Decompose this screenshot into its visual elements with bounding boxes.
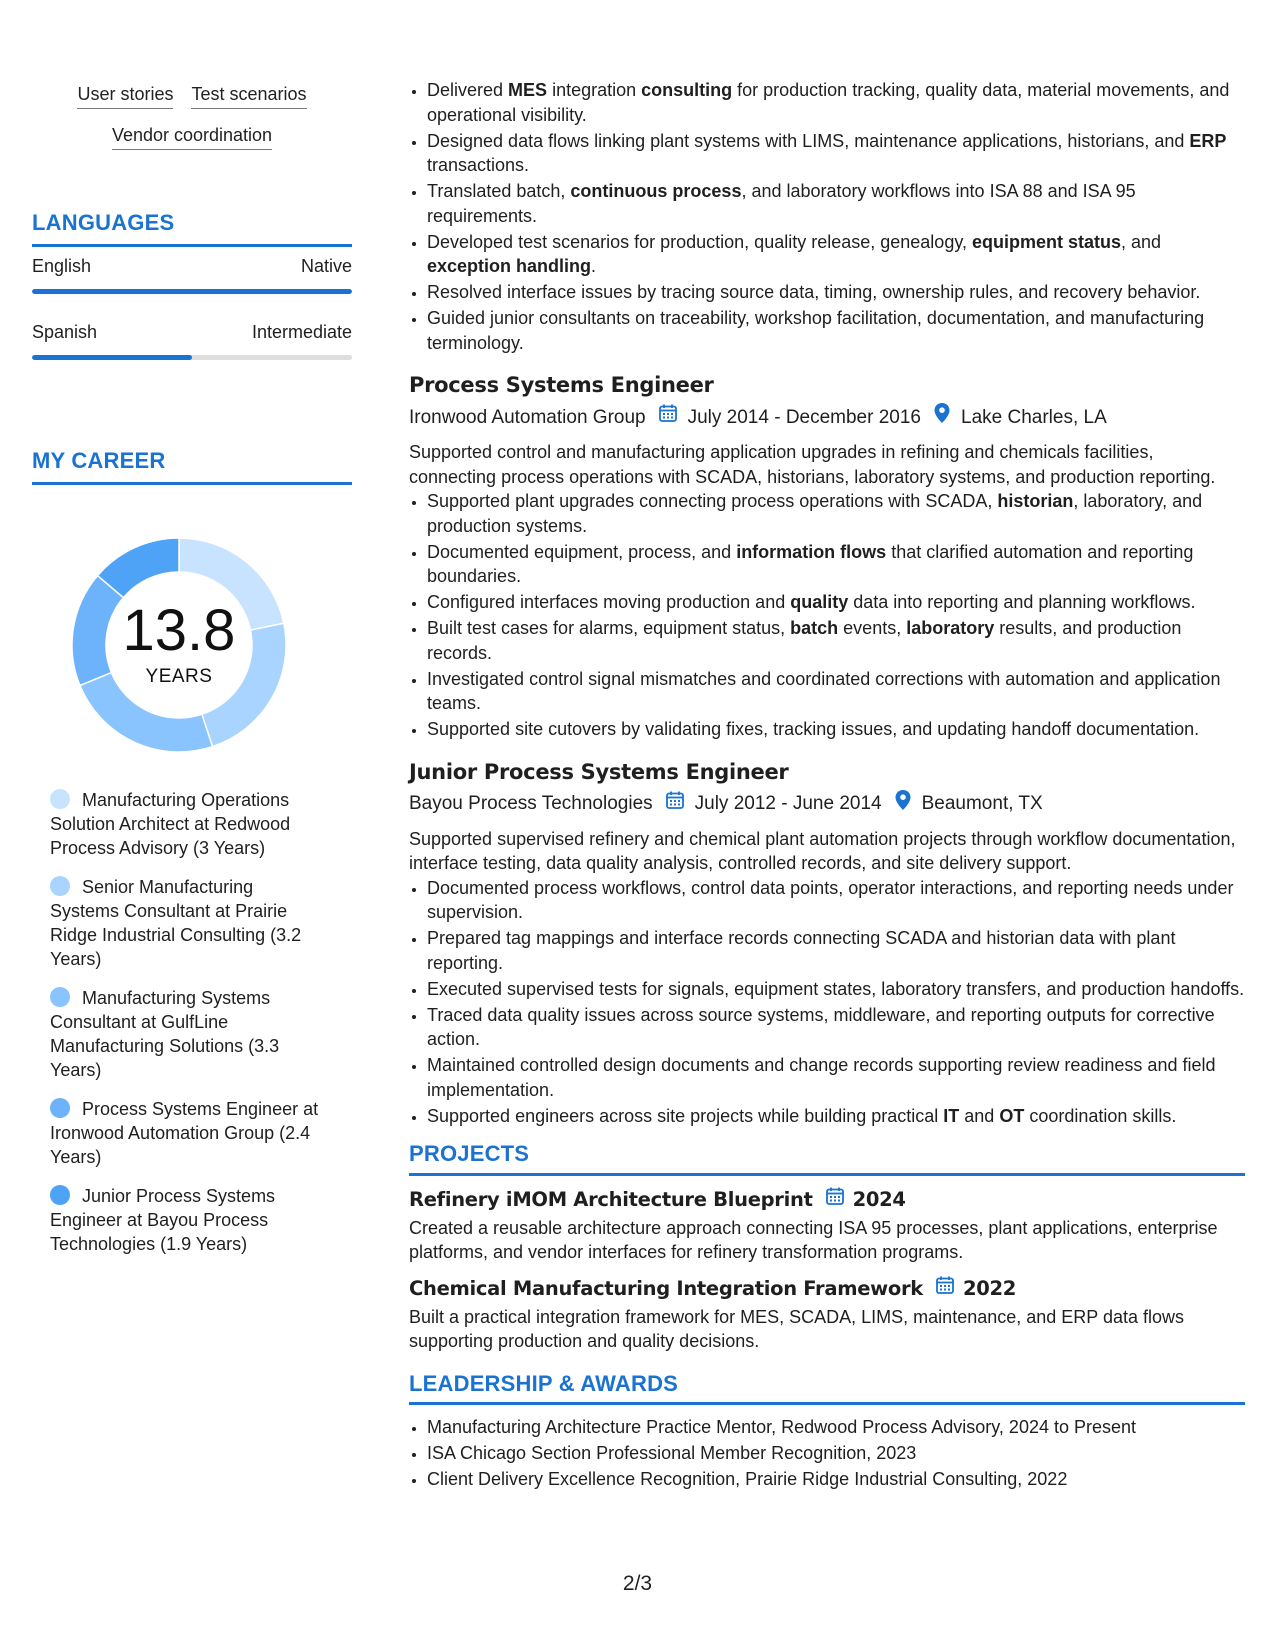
language-proficiency-bar [32, 289, 352, 294]
project-name: Refinery iMOM Architecture Blueprint [409, 1187, 813, 1211]
career-title: MY CAREER [32, 448, 166, 473]
legend-dot-icon [50, 876, 70, 896]
career-legend-label: Senior Manufacturing Systems Consultant at Prairie Ridge Industrial Consulting (3.2 Years) [50, 877, 302, 969]
bullet-item: • Delivered MES integration consulting for production tracking, quality data, material movements, and operational visibility. [427, 78, 1245, 127]
legend-dot-icon [50, 987, 70, 1007]
job-bullets [409, 876, 1245, 1129]
bullet-item: • Prepared tag mappings and interface records connecting SCADA and historian data with plant reporting. [427, 926, 1245, 975]
job-entry [409, 758, 1245, 1129]
skill-tag: Vendor coordination [112, 125, 272, 150]
project-entry [409, 1186, 1245, 1265]
job-meta [409, 789, 1245, 820]
bullet-item: • Guided junior consultants on traceability, workshop facilitation, documentation, and manufacturing terminology. [427, 306, 1245, 355]
calendar-icon [825, 1186, 845, 1214]
section-rule [409, 1173, 1245, 1176]
project-year: 2022 [962, 1276, 1017, 1300]
project-header [409, 1186, 1245, 1214]
job-summary: Supported control and manufacturing application upgrades in refining and chemicals facilities, connecting process operations with SCADA, historians, laboratory systems, and production reporting. [409, 442, 1216, 487]
career-legend-item [50, 875, 320, 971]
legend-dot-icon [50, 1185, 70, 1205]
experience-bullets [409, 78, 1245, 355]
bullet-item: • Documented process workflows, control data points, operator interactions, and reporting needs under supervision. [427, 876, 1245, 925]
project-header [409, 1275, 1245, 1303]
skill-tags [32, 84, 352, 166]
language-proficiency-bar [32, 355, 352, 360]
calendar-icon [658, 403, 678, 432]
career-legend-item [50, 788, 320, 860]
section-rule [32, 244, 352, 247]
award-item: • Client Delivery Excellence Recognition, Prairie Ridge Industrial Consulting, 2022 [427, 1467, 1245, 1492]
calendar-icon [935, 1275, 955, 1303]
skill-tag: Test scenarios [191, 84, 306, 109]
project-entry [409, 1275, 1245, 1354]
award-item: • ISA Chicago Section Professional Member Recognition, 2023 [427, 1441, 1245, 1466]
bullet-item: • Traced data quality issues across source systems, middleware, and reporting outputs for corrective action. [427, 1003, 1245, 1052]
bullet-item: • Maintained controlled design documents and change records supporting review readiness and field implementation. [427, 1053, 1245, 1102]
section-rule [32, 482, 352, 485]
job-entry [409, 371, 1245, 742]
career-legend-item [50, 1097, 320, 1169]
language-proficiency-fill [32, 355, 192, 360]
awards-list [409, 1415, 1245, 1492]
bullet-item: • Documented equipment, process, and information flows that clarified automation and reporting boundaries. [427, 540, 1245, 589]
awards-section-header [409, 1372, 1245, 1406]
experience-list [409, 371, 1245, 1128]
career-legend-label: Manufacturing Operations Solution Architect at Redwood Process Advisory (3 Years) [50, 790, 291, 858]
career-total-unit: YEARS [145, 666, 213, 687]
career-legend-label: Manufacturing Systems Consultant at GulfLine Manufacturing Solutions (3.3 Years) [50, 988, 280, 1080]
projects-title: PROJECTS [409, 1141, 530, 1166]
job-dates: July 2012 - June 2014 [694, 793, 882, 814]
language-level: Native [300, 256, 352, 276]
bullet-item: • Developed test scenarios for production, quality release, genealogy, equipment status, and exception handling. [427, 230, 1245, 279]
job-dates: July 2014 - December 2016 [687, 406, 922, 428]
legend-dot-icon [50, 789, 70, 809]
career-legend-label: Junior Process Systems Engineer at Bayou Process Technologies (1.9 Years) [50, 1186, 276, 1254]
project-description: Created a reusable architecture approach connecting ISA 95 processes, plant applications, enterprise platforms, and vendor interfaces for refinery transformation programs. [409, 1217, 1218, 1262]
page-number: 2/3 [622, 1572, 653, 1595]
skill-tag: User stories [77, 84, 173, 109]
award-item: • Manufacturing Architecture Practice Mentor, Redwood Process Advisory, 2024 to Present [427, 1415, 1245, 1440]
bullet-item: • Supported plant upgrades connecting process operations with SCADA, historian, laboratory, and production systems. [427, 489, 1245, 538]
project-year: 2024 [852, 1187, 906, 1211]
bullet-item: • Supported site cutovers by validating fixes, tracking issues, and updating handoff documentation. [427, 717, 1245, 742]
job-meta [409, 402, 1245, 433]
job-location: Lake Charles, LA [961, 406, 1107, 428]
language-item [32, 322, 352, 360]
career-section-header [32, 448, 352, 485]
bullet-item: • Resolved interface issues by tracing source data, timing, ownership rules, and recovery behavior. [427, 280, 1245, 305]
language-proficiency-fill [32, 289, 352, 294]
bullet-item: • Translated batch, continuous process, and laboratory workflows into ISA 88 and ISA 95 requirements. [427, 179, 1245, 228]
projects-list [409, 1186, 1245, 1354]
bullet-item: • Configured interfaces moving production and quality data into reporting and planning workflows. [427, 590, 1245, 615]
donut-center [64, 530, 294, 760]
project-description: Built a practical integration framework for MES, SCADA, LIMS, maintenance, and ERP data flows supporting production and quality decisions. [409, 1306, 1185, 1351]
bullet-item: • Supported engineers across site projects while building practical IT and OT coordination skills. [427, 1104, 1245, 1129]
job-title: Junior Process Systems Engineer [409, 759, 789, 784]
main-column [409, 78, 1245, 1493]
language-name: Spanish [32, 322, 98, 342]
languages-section-header [32, 210, 352, 247]
job-summary: Supported supervised refinery and chemical plant automation projects through workflow documentation, interface testing, data quality analysis, controlled records, and site delivery support. [409, 828, 1236, 873]
bullet-item: • Built test cases for alarms, equipment status, batch events, laboratory results, and production records. [427, 616, 1245, 665]
bullet-item: • Designed data flows linking plant systems with LIMS, maintenance applications, historians, and ERP transactions. [427, 129, 1245, 178]
job-title: Process Systems Engineer [409, 373, 714, 397]
career-total-years: 13.8 [122, 598, 236, 663]
languages-title: LANGUAGES [32, 210, 175, 235]
tag-row [32, 84, 352, 109]
job-bullets [409, 489, 1245, 742]
job-company: Bayou Process Technologies [409, 793, 653, 814]
bullet-item: • Executed supervised tests for signals, equipment states, laboratory transfers, and production handoffs. [427, 977, 1245, 1002]
project-name: Chemical Manufacturing Integration Framework [409, 1276, 923, 1300]
tag-row [32, 125, 352, 150]
career-legend [50, 788, 320, 1271]
awards-title: LEADERSHIP & AWARDS [409, 1370, 679, 1396]
map-pin-icon [894, 789, 912, 820]
language-level: Intermediate [251, 322, 352, 342]
job-location: Beaumont, TX [921, 793, 1043, 814]
legend-dot-icon [50, 1098, 70, 1118]
career-donut-chart [64, 530, 294, 760]
language-name: English [32, 256, 92, 276]
bullet-item: • Investigated control signal mismatches and coordinated corrections with automation and application teams. [427, 667, 1245, 716]
projects-section-header [409, 1142, 1245, 1176]
career-legend-label: Process Systems Engineer at Ironwood Automation Group (2.4 Years) [50, 1099, 319, 1167]
section-rule [409, 1402, 1245, 1405]
career-legend-item [50, 1184, 320, 1256]
map-pin-icon [933, 402, 951, 433]
career-legend-item [50, 986, 320, 1082]
calendar-icon [665, 790, 685, 819]
language-item [32, 256, 352, 294]
job-company: Ironwood Automation Group [409, 406, 646, 428]
